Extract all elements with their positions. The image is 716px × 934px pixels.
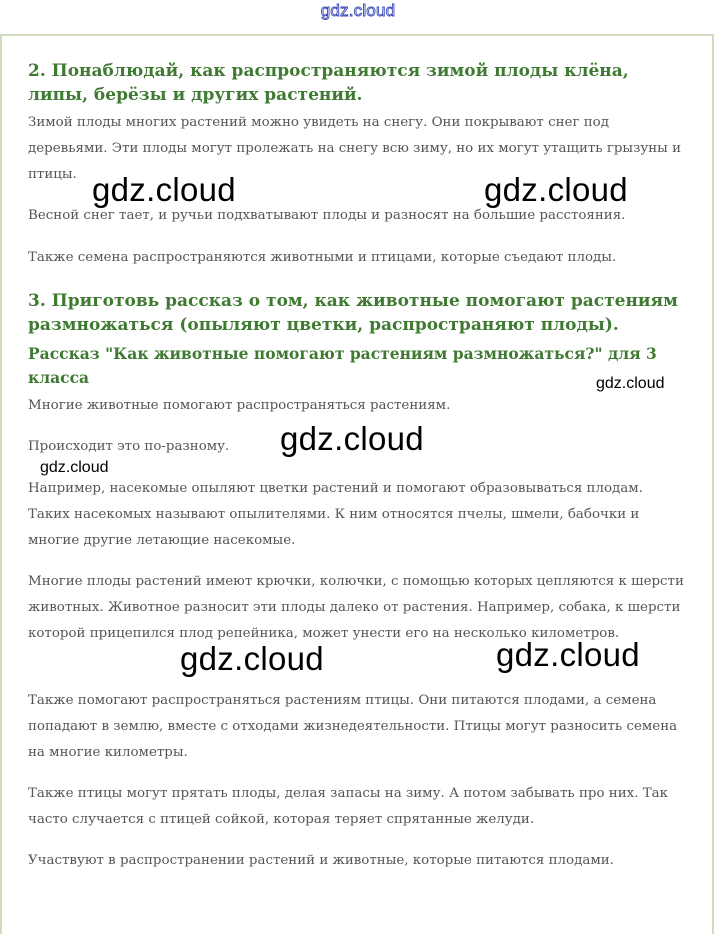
section-3-paragraph-7: Участвуют в распространении растений и животные, которые питаются плодами.: [28, 853, 614, 868]
section-3-paragraph-6: Также птицы могут прятать плоды, делая запасы на зиму. А потом забывать про них. Так часто случается с птицей сойкой, которая теряет спрятанные желуди.: [28, 786, 668, 827]
watermark: gdz.cloud: [92, 171, 236, 208]
watermark: gdz.cloud: [596, 375, 665, 392]
watermark: gdz.cloud: [180, 640, 324, 677]
section-3-paragraph-5: Также помогают распространяться растениям птицы. Они питаются плодами, а семена попадают в землю, вместе с отходами жизнедеятельности. Птицы могут разносить семена на многие километры.: [28, 693, 678, 760]
section-3-paragraph-4: Многие плоды растений имеют крючки, колючки, с помощью которых цепляются к шерсти животных. Животное разносит эти плоды далеко от растения. Например, собака, к шерсти которой прицепился плод репейника, может унести его на несколько километров.: [28, 574, 684, 641]
section-3-paragraph-1: Многие животные помогают распространяться растениям.: [28, 398, 451, 413]
section-3-heading: 3. Приготовь рассказ о том, как животные помогают растениям размножаться (опыляют цветки, распространяют плоды).: [28, 291, 678, 335]
watermark: gdz.cloud: [496, 636, 640, 673]
section-3-paragraph-2: Происходит это по-разному.: [28, 439, 230, 454]
watermark: gdz.cloud: [484, 171, 628, 208]
section-2-paragraph-3: Также семена распространяются животными и птицами, которые съедают плоды.: [28, 250, 617, 265]
site-logo: gdz.cloud: [320, 1, 396, 20]
section-2-heading: 2. Понаблюдай, как распространяются зимой плоды клёна, липы, берёзы и других растений.: [28, 61, 629, 105]
watermark: gdz.cloud: [40, 459, 109, 476]
section-3-subheading: Рассказ "Как животные помогают растениям размножаться?" для 3 класса: [28, 344, 657, 387]
section-3-paragraph-3: Например, насекомые опыляют цветки растений и помогают образовываться плодам. Таких насекомых называют опылителями. К ним относятся пчелы, шмели, бабочки и многие другие летающие насекомые.: [28, 481, 643, 548]
watermark: gdz.cloud: [280, 420, 424, 457]
section-2-paragraph-2: Весной снег тает, и ручьи подхватывают плоды и разносят на большие расстояния.: [28, 208, 626, 223]
section-2-paragraph-1: Зимой плоды многих растений можно увидеть на снегу. Они покрывают снег под деревьями. Эти плоды могут пролежать на снегу всю зиму, но их могут утащить грызуны и птицы.: [28, 115, 682, 182]
